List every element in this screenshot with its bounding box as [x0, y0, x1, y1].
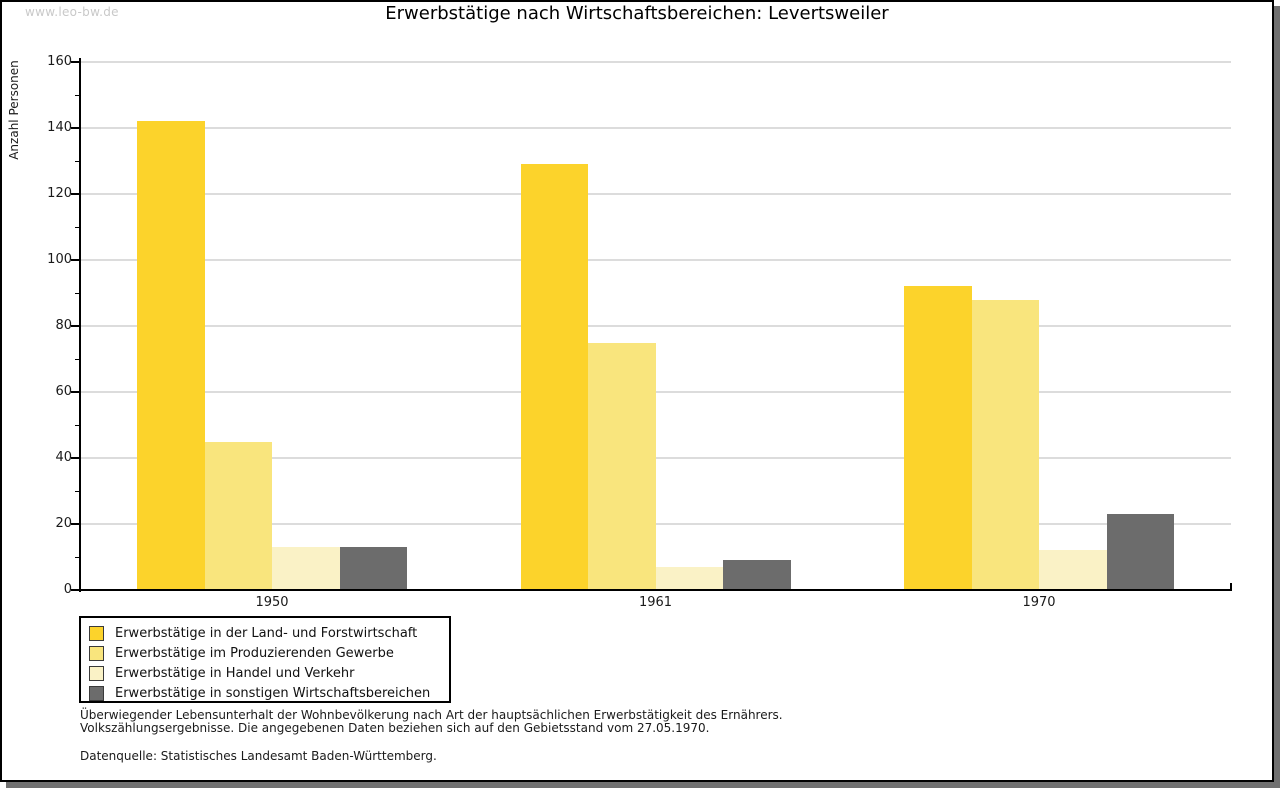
legend-item-3 [89, 663, 449, 683]
y-minor-tick-30 [75, 491, 79, 492]
y-major-tick-0 [71, 589, 79, 591]
gridline-120 [80, 193, 1231, 195]
bar-1970-series-4 [1107, 514, 1175, 590]
x-tick-label-1961: 1961 [638, 595, 673, 610]
y-axis-title: Anzahl Personen [7, 60, 21, 160]
footnote-line-2: Volkszählungsergebnisse. Die angegebenen Daten beziehen sich auf den Gebietsstand vom 27.05.1970. [80, 721, 710, 735]
y-major-tick-80 [71, 325, 79, 327]
bar-1950-series-4 [340, 547, 408, 590]
bar-1970-series-2 [972, 300, 1040, 590]
y-major-tick-60 [71, 391, 79, 393]
bar-1950-series-2 [205, 442, 273, 591]
y-axis-line [79, 58, 81, 592]
y-major-tick-160 [71, 61, 79, 63]
x-tick-label-1970: 1970 [1022, 595, 1056, 610]
y-tick-label-140: 140 [47, 120, 72, 135]
y-major-tick-100 [71, 259, 79, 261]
watermark: www.leo-bw.de [25, 5, 119, 19]
legend-item-1 [89, 623, 449, 643]
legend-item-4 [89, 683, 449, 703]
x-axis-end-tick [1230, 583, 1232, 590]
y-tick-label-120: 120 [47, 186, 72, 201]
legend-label-1: Erwerbstätige in der Land- und Forstwirtschaft [115, 625, 418, 641]
y-minor-tick-110 [75, 227, 79, 228]
gridline-60 [80, 391, 1231, 393]
footnote-source: Datenquelle: Statistisches Landesamt Baden-Württemberg. [80, 749, 437, 763]
y-minor-tick-130 [75, 161, 79, 162]
bar-1970-series-3 [1039, 550, 1107, 590]
legend-swatch-1 [89, 626, 104, 641]
bar-1950-series-3 [272, 547, 340, 590]
y-tick-label-80: 80 [55, 318, 72, 333]
y-major-tick-20 [71, 523, 79, 525]
y-tick-label-60: 60 [55, 384, 72, 399]
bar-1970-series-1 [904, 286, 972, 590]
y-minor-tick-50 [75, 425, 79, 426]
legend-swatch-3 [89, 666, 104, 681]
legend-swatch-2 [89, 646, 104, 661]
bar-1950-series-1 [137, 121, 205, 590]
legend-swatch-4 [89, 686, 104, 701]
bar-1961-series-1 [521, 164, 589, 590]
y-minor-tick-150 [75, 95, 79, 96]
y-tick-label-40: 40 [55, 450, 72, 465]
legend-label-4: Erwerbstätige in sonstigen Wirtschaftsbereichen [115, 685, 431, 701]
y-minor-tick-10 [75, 557, 79, 558]
gridline-80 [80, 325, 1231, 327]
y-tick-label-0: 0 [63, 582, 72, 597]
y-tick-label-20: 20 [55, 516, 72, 531]
legend-label-3: Erwerbstätige in Handel und Verkehr [115, 665, 355, 681]
bar-1961-series-3 [656, 567, 724, 590]
footnote-line-1: Überwiegender Lebensunterhalt der Wohnbevölkerung nach Art der hauptsächlichen Erwerbstätigkeit des Ernährers. [80, 708, 783, 722]
y-minor-tick-90 [75, 293, 79, 294]
x-axis-line [79, 589, 1232, 591]
gridline-160 [80, 61, 1231, 63]
bar-1961-series-4 [723, 560, 791, 590]
gridline-140 [80, 127, 1231, 129]
chart-title: Erwerbstätige nach Wirtschaftsbereichen: Levertsweiler [385, 3, 889, 24]
x-tick-label-1950: 1950 [255, 595, 289, 610]
y-tick-label-160: 160 [47, 54, 72, 69]
legend-item-2 [89, 643, 449, 663]
y-tick-label-100: 100 [47, 252, 72, 267]
legend [79, 616, 451, 703]
y-minor-tick-70 [75, 359, 79, 360]
y-major-tick-120 [71, 193, 79, 195]
legend-label-2: Erwerbstätige im Produzierenden Gewerbe [115, 645, 394, 661]
y-major-tick-140 [71, 127, 79, 129]
bar-1961-series-2 [588, 343, 656, 591]
gridline-100 [80, 259, 1231, 261]
y-major-tick-40 [71, 457, 79, 459]
